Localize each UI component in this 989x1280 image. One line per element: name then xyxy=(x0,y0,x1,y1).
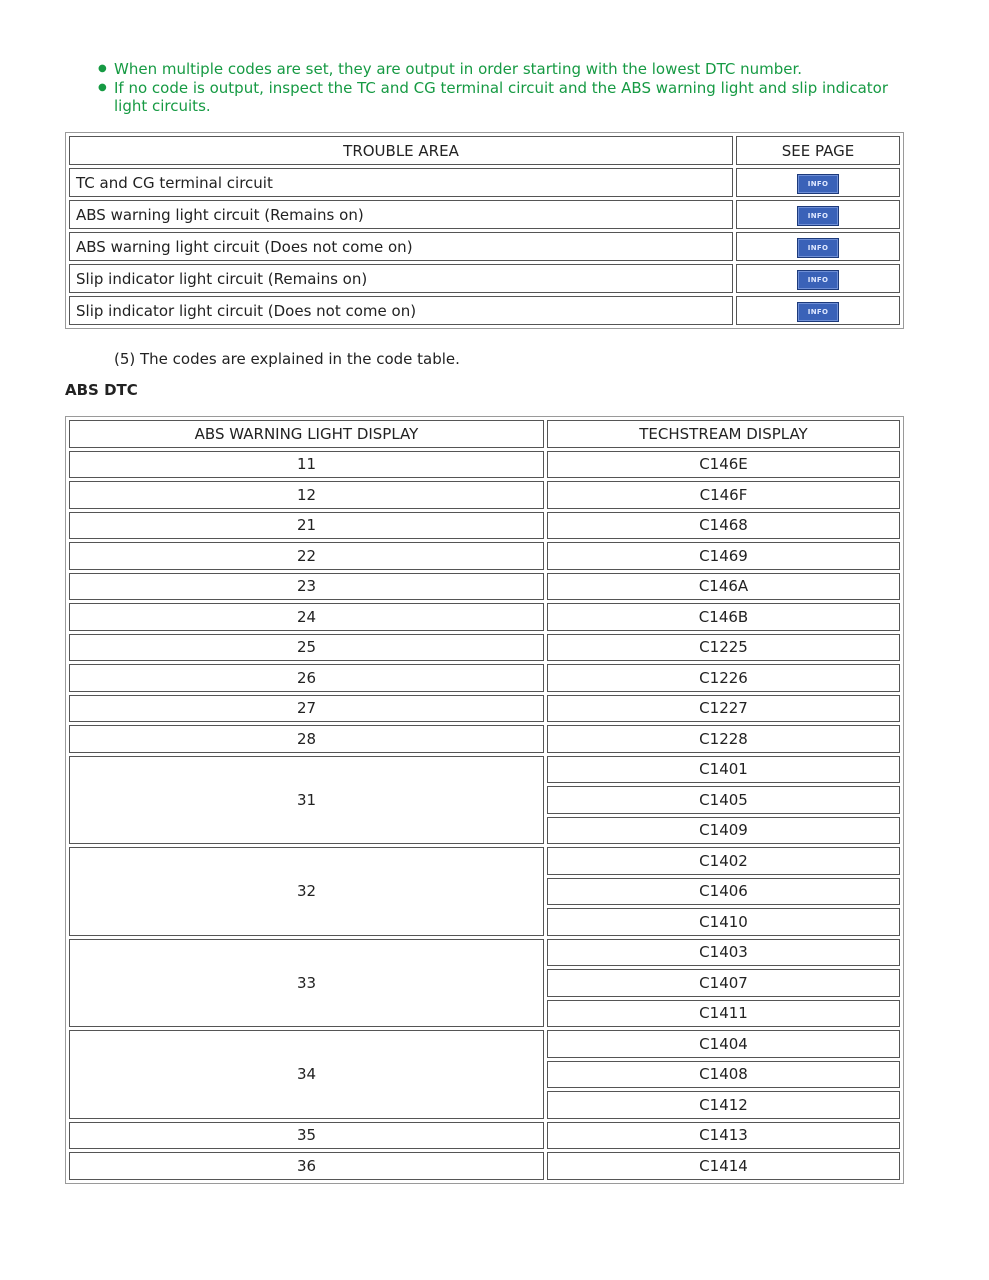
trouble-area-cell: ABS warning light circuit (Does not come on) xyxy=(69,232,733,261)
trouble-area-cell: Slip indicator light circuit (Does not come on) xyxy=(69,296,733,325)
table-row xyxy=(69,232,900,261)
techstream-code-cell: C1226 xyxy=(547,664,900,692)
abs-light-code-cell: 26 xyxy=(69,664,544,692)
techstream-code-cell: C146B xyxy=(547,603,900,631)
abs-light-code-cell: 31 xyxy=(69,756,544,845)
abs-light-code-cell: 34 xyxy=(69,1030,544,1119)
abs-light-code-cell: 35 xyxy=(69,1122,544,1150)
techstream-code-cell: C1403 xyxy=(547,939,900,967)
table-row xyxy=(69,481,900,509)
abs-light-header: ABS WARNING LIGHT DISPLAY xyxy=(69,420,544,448)
info-button[interactable]: INFO xyxy=(797,174,839,194)
trouble-area-cell: ABS warning light circuit (Remains on) xyxy=(69,200,733,229)
techstream-code-cell: C1228 xyxy=(547,725,900,753)
table-row xyxy=(69,168,900,197)
techstream-code-cell: C1413 xyxy=(547,1122,900,1150)
techstream-code-cell: C1409 xyxy=(547,817,900,845)
see-page-header: SEE PAGE xyxy=(736,136,900,165)
techstream-code-cell: C146A xyxy=(547,573,900,601)
table-row xyxy=(69,725,900,753)
techstream-code-cell: C1401 xyxy=(547,756,900,784)
abs-light-code-cell: 24 xyxy=(69,603,544,631)
table-row xyxy=(69,512,900,540)
table-row xyxy=(69,200,900,229)
info-button[interactable]: INFO xyxy=(797,302,839,322)
table-row xyxy=(69,603,900,631)
abs-light-code-cell: 27 xyxy=(69,695,544,723)
techstream-code-cell: C1407 xyxy=(547,969,900,997)
notes-list xyxy=(96,60,896,116)
table-row xyxy=(69,1122,900,1150)
abs-light-code-cell: 28 xyxy=(69,725,544,753)
table-row xyxy=(69,1030,900,1058)
abs-light-code-cell: 25 xyxy=(69,634,544,662)
techstream-code-cell: C1469 xyxy=(547,542,900,570)
techstream-code-cell: C1412 xyxy=(547,1091,900,1119)
techstream-code-cell: C1402 xyxy=(547,847,900,875)
techstream-header: TECHSTREAM DISPLAY xyxy=(547,420,900,448)
info-button[interactable]: INFO xyxy=(797,270,839,290)
info-button[interactable]: INFO xyxy=(797,206,839,226)
techstream-code-cell: C1414 xyxy=(547,1152,900,1180)
note-item: ● If no code is output, inspect the TC and CG terminal circuit and the ABS warning light and slip indicator light circuits. xyxy=(96,79,896,116)
table-row xyxy=(69,573,900,601)
explain-text: (5) The codes are explained in the code table. xyxy=(114,350,460,368)
techstream-code-cell: C1408 xyxy=(547,1061,900,1089)
techstream-code-cell: C1468 xyxy=(547,512,900,540)
trouble-area-cell: TC and CG terminal circuit xyxy=(69,168,733,197)
abs-dtc-table xyxy=(65,416,904,1184)
abs-light-code-cell: 36 xyxy=(69,1152,544,1180)
table-row xyxy=(69,847,900,875)
abs-light-code-cell: 32 xyxy=(69,847,544,936)
techstream-code-cell: C1406 xyxy=(547,878,900,906)
techstream-code-cell: C146F xyxy=(547,481,900,509)
techstream-code-cell: C1405 xyxy=(547,786,900,814)
table-row xyxy=(69,756,900,784)
abs-light-code-cell: 11 xyxy=(69,451,544,479)
table-row xyxy=(69,695,900,723)
trouble-area-table xyxy=(65,132,904,329)
table-row xyxy=(69,296,900,325)
table-row xyxy=(69,542,900,570)
table-row xyxy=(69,634,900,662)
techstream-code-cell: C1411 xyxy=(547,1000,900,1028)
table-row xyxy=(69,664,900,692)
table-row xyxy=(69,264,900,293)
abs-light-code-cell: 33 xyxy=(69,939,544,1028)
table-row xyxy=(69,1152,900,1180)
abs-light-code-cell: 21 xyxy=(69,512,544,540)
techstream-code-cell: C1404 xyxy=(547,1030,900,1058)
table-row xyxy=(69,939,900,967)
note-item: ● When multiple codes are set, they are output in order starting with the lowest DTC number. xyxy=(96,60,896,79)
trouble-area-header: TROUBLE AREA xyxy=(69,136,733,165)
techstream-code-cell: C1227 xyxy=(547,695,900,723)
techstream-code-cell: C1225 xyxy=(547,634,900,662)
abs-light-code-cell: 12 xyxy=(69,481,544,509)
techstream-code-cell: C1410 xyxy=(547,908,900,936)
abs-dtc-title: ABS DTC xyxy=(65,381,138,399)
trouble-area-cell: Slip indicator light circuit (Remains on) xyxy=(69,264,733,293)
info-button[interactable]: INFO xyxy=(797,238,839,258)
abs-light-code-cell: 22 xyxy=(69,542,544,570)
techstream-code-cell: C146E xyxy=(547,451,900,479)
abs-light-code-cell: 23 xyxy=(69,573,544,601)
table-row xyxy=(69,451,900,479)
